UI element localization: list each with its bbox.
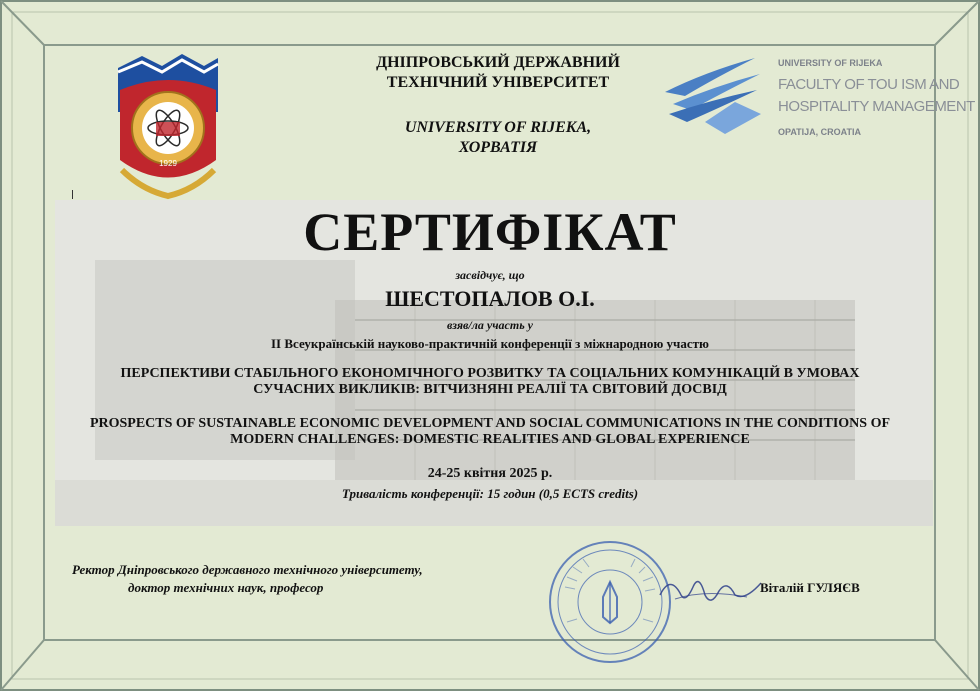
university-hr-line2: ХОРВАТІЯ xyxy=(458,139,538,156)
partner-logo-line2: FACULTY OF TOU ISM AND xyxy=(778,76,960,93)
participation-text: взяв/ла участь у xyxy=(446,318,533,332)
partner-logo-line4: OPATIJA, CROATIA xyxy=(778,127,861,137)
dstu-emblem-logo xyxy=(112,50,224,200)
participant-name: ШЕСТОПАЛОВ О.І. xyxy=(385,286,595,311)
conference-dates: 24-25 квітня 2025 р. xyxy=(427,466,553,481)
rector-title-line2: доктор технічних наук, професор xyxy=(128,580,324,595)
conference-name: ІІ Всеукраїнській науково-практичній конференції з міжнародною участю xyxy=(271,336,709,351)
conference-duration: Тривалість конференції: 15 годин (0,5 ECTS credits) xyxy=(341,486,639,501)
rector-signature xyxy=(655,565,765,615)
rector-title-line1: Ректор Дніпровського державного технічного університету, xyxy=(72,562,423,577)
university-ua-line1: ДНІПРОВСЬКИЙ ДЕРЖАВНИЙ xyxy=(376,54,620,71)
witness-text: засвідчує, що xyxy=(455,268,525,282)
topic-ua: ПЕРСПЕКТИВИ СТАБІЛЬНОГО ЕКОНОМІЧНОГО РОЗВИТКУ ТА СОЦІАЛЬНИХ КОМУНІКАЦІЙ В УМОВАХ СУЧАСНИХ ВИКЛИКІВ: ВІТЧИЗНЯНІ РЕАЛІЇ ТА СВІТОВИЙ ДОСВІД xyxy=(120,366,860,397)
signer-name: Віталій ГУЛЯЄВ xyxy=(760,580,860,595)
certificate-title: СЕРТИФІКАТ xyxy=(303,202,677,262)
topic-en: PROSPECTS OF SUSTAINABLE ECONOMIC DEVELOPMENT AND SOCIAL COMMUNICATIONS IN THE CONDITIONS OF MODERN CHALLENGES: DOMESTIC REALITIES AND GLOBAL EXPERIENCE xyxy=(89,416,891,447)
left-logo-year: 1929 xyxy=(159,159,177,168)
university-ua-line2: ТЕХНІЧНИЙ УНІВЕРСИТЕТ xyxy=(386,74,610,91)
university-hr-line1: UNIVERSITY OF RIJEKA, xyxy=(404,119,592,136)
partner-logo-line3: HOSPITALITY MANAGEMENT xyxy=(778,98,975,115)
university-ua-heading xyxy=(248,53,748,93)
partner-logo-line1: UNIVERSITY OF RIJEKA xyxy=(778,58,883,68)
stray-mark xyxy=(72,190,73,199)
university-hr-heading xyxy=(248,118,748,158)
